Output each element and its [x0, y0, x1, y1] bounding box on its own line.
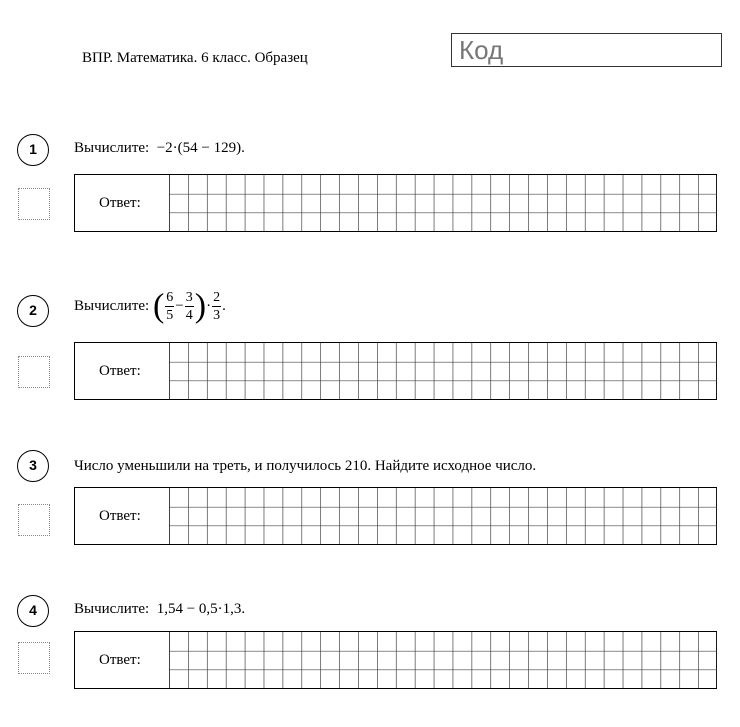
right-paren: )	[194, 287, 207, 325]
period: .	[222, 298, 226, 314]
task-number: 3	[17, 450, 49, 482]
answer-label: Ответ:	[99, 652, 141, 668]
answer-grid[interactable]	[169, 488, 717, 544]
task-number: 2	[17, 295, 49, 327]
code-label: Код	[459, 35, 504, 65]
task-prefix: Вычислите:	[74, 140, 150, 156]
fraction-c: $\frac{2}{3}$	[213, 290, 221, 323]
task-prefix: Вычислите:	[74, 298, 150, 314]
task-number: 4	[17, 595, 49, 627]
score-box[interactable]	[18, 188, 50, 220]
answer-grid[interactable]	[169, 632, 717, 688]
task-text	[74, 289, 226, 324]
fraction-a: $\frac{6}{5}$	[166, 290, 174, 323]
answer-box[interactable]	[74, 631, 717, 689]
score-box[interactable]	[18, 356, 50, 388]
code-field[interactable]	[451, 33, 722, 67]
score-box[interactable]	[18, 642, 50, 674]
answer-box[interactable]	[74, 487, 717, 545]
answer-grid[interactable]	[169, 175, 717, 231]
task-2	[0, 287, 740, 415]
score-box[interactable]	[18, 504, 50, 536]
fraction-b: $\frac{3}{4}$	[185, 290, 193, 323]
answer-label: Ответ:	[99, 508, 141, 524]
page-header-title: ВПР. Математика. 6 класс. Образец	[82, 50, 308, 66]
left-paren: (	[152, 287, 165, 325]
task-number: 1	[17, 134, 49, 166]
task-3	[0, 450, 740, 570]
task-expression: −2·(54 − 129).	[156, 140, 245, 156]
task-text: Число уменьшили на треть, и получилось 210. Найдите исходное число.	[74, 458, 537, 474]
times-sign: ·	[206, 298, 212, 314]
task-4	[0, 595, 740, 715]
answer-label: Ответ:	[99, 363, 141, 379]
answer-label: Ответ:	[99, 195, 141, 211]
answer-box[interactable]	[74, 174, 717, 232]
task-1	[0, 134, 740, 254]
answer-grid[interactable]	[169, 343, 717, 399]
minus-sign: −	[175, 298, 184, 314]
task-expression: 1,54 − 0,5·1,3.	[156, 601, 246, 617]
answer-box[interactable]	[74, 342, 717, 400]
task-text	[74, 140, 245, 157]
task-prefix: Вычислите:	[74, 601, 150, 617]
task-text	[74, 601, 245, 618]
